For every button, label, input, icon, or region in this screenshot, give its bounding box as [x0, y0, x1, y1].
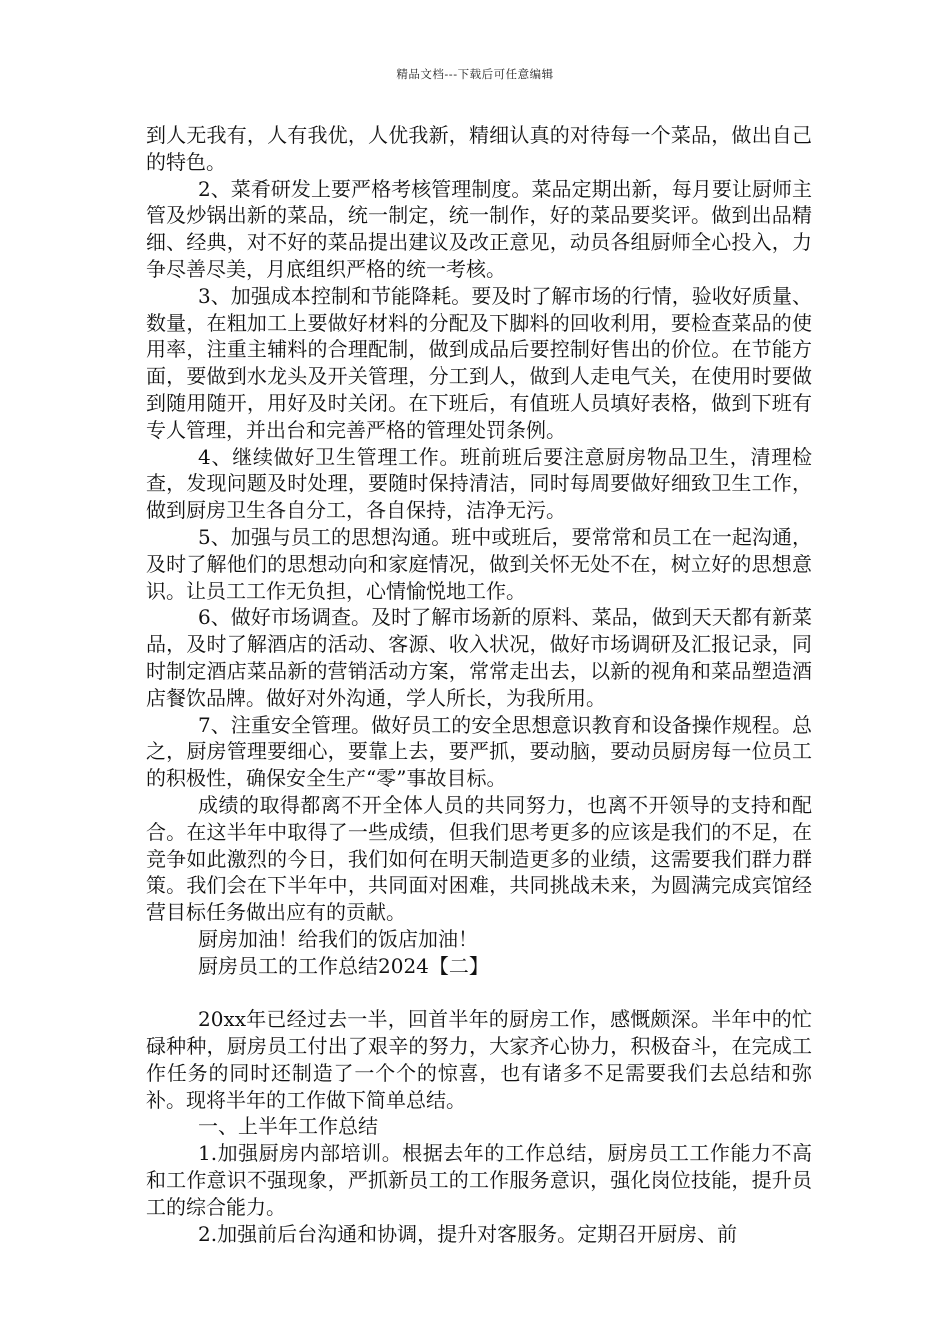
- paragraph-achievements: 成绩的取得都离不开全体人员的共同努力，也离不开领导的支持和配合。在这半年中取得了一些成绩，但我们思考更多的应该是我们的不足，在竞争如此激烈的今日，我们如何在明天制造更多的业绩，这需要我们群力群策。我们会在下半年中，共同面对困难，共同挑战未来，为圆满完成宾馆经营目标任务做出应有的贡献。: [146, 792, 812, 925]
- paragraph-intro-part-two: 20xx年已经过去一半，回首半年的厨房工作，感慨颇深。半年中的忙碌种种，厨房员工付出了艰辛的努力，大家齐心协力，积极奋斗，在完成工作任务的同时还制造了一个个的惊喜，也有诸多不足需要我们去总结和弥补。现将半年的工作做下简单总结。: [146, 1007, 812, 1112]
- paragraph-safety: 7、注重安全管理。做好员工的安全思想意识教育和设备操作规程。总之，厨房管理要细心，要靠上去，要严抓，要动脑，要动员厨房每一位员工的积极性，确保安全生产“零”事故目标。: [146, 712, 812, 791]
- document-body: [146, 122, 812, 1247]
- paragraph-cheer: 厨房加油！给我们的饭店加油！: [198, 926, 478, 951]
- section-title-part-two: 厨房员工的工作总结2024【二】: [198, 953, 489, 978]
- paragraph-market-research: 6、做好市场调查。及时了解市场新的原料、菜品，做到天天都有新菜品，及时了解酒店的活动、客源、收入状况，做好市场调研及汇报记录，同时制定酒店菜品新的营销活动方案，常常走出去，以新的视角和菜品塑造酒店餐饮品牌。做好对外沟通，学人所长，为我所用。: [146, 605, 812, 710]
- paragraph-cost-control: 3、加强成本控制和节能降耗。要及时了解市场的行情，验收好质量、数量，在粗加工上要做好材料的分配及下脚料的回收利用，要检查菜品的使用率，注重主辅料的合理配制，做到成品后要控制好售出的价位。在节能方面，要做到水龙头及开关管理，分工到人，做到人走电气关，在使用时要做到随用随开，用好及时关闭。在下班后，有值班人员填好表格，做到下班有专人管理，并出台和完善严格的管理处罚条例。: [146, 283, 812, 442]
- paragraph-internal-training: 1.加强厨房内部培训。根据去年的工作总结，厨房员工工作能力不高和工作意识不强现象，严抓新员工的工作服务意识，强化岗位技能，提升员工的综合能力。: [146, 1141, 812, 1219]
- paragraph-hygiene: 4、继续做好卫生管理工作。班前班后要注意厨房物品卫生，清理检查，发现问题及时处理，要随时保持清洁，同时每周要做好细致卫生工作，做到厨房卫生各自分工，各自保持，洁净无污。: [146, 444, 812, 523]
- paragraph-front-back-coordination: 2.加强前后台沟通和协调，提升对客服务。定期召开厨房、前: [198, 1221, 738, 1246]
- paragraph-continuation: 到人无我有，人有我优，人优我新，精细认真的对待每一个菜品，做出自己的特色。: [146, 123, 812, 174]
- heading-first-half-summary: 一、上半年工作总结: [198, 1114, 378, 1139]
- paragraph-menu-development: 2、菜肴研发上要严格考核管理制度。菜品定期出新，每月要让厨师主管及炒锅出新的菜品，统一制定，统一制作，好的菜品要奖评。做到出品精细、经典，对不好的菜品提出建议及改正意见，动员各组厨师全心投入，力争尽善尽美，月底组织严格的统一考核。: [146, 176, 812, 281]
- page-header: 精品文档---下载后可任意编辑: [396, 67, 554, 81]
- paragraph-staff-communication: 5、加强与员工的思想沟通。班中或班后，要常常和员工在一起沟通，及时了解他们的思想动向和家庭情况，做到关怀无处不在，树立好的思想意识。让员工工作无负担，心情愉悦地工作。: [146, 524, 812, 603]
